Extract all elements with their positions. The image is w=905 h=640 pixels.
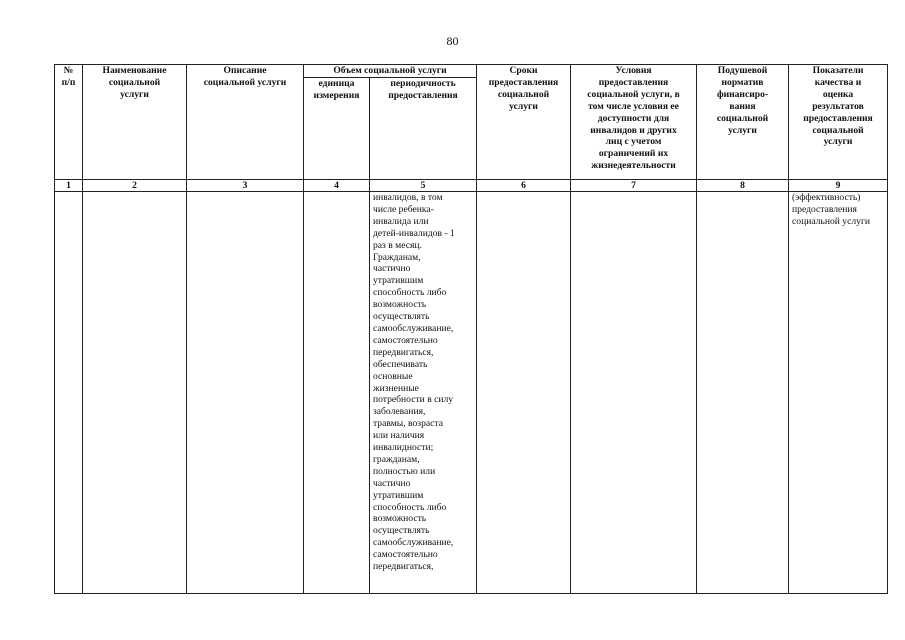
header-funding-norm: Подушевой норматив финансиро- вания социальной услуги — [697, 65, 789, 180]
cell-service-terms — [477, 192, 571, 594]
social-services-table — [54, 64, 888, 594]
cell-unit-of-measure — [304, 192, 370, 594]
header-service-conditions: Условия предоставления социальной услуги, в том числе условия ее доступности для инвалидов и других лиц с учетом ограничений их жизнедеятельности — [571, 65, 697, 180]
column-number: 1 — [55, 180, 83, 192]
column-number: 4 — [304, 180, 370, 192]
header-service-name: Наименование социальной услуги — [83, 65, 187, 180]
page-number: 80 — [446, 34, 459, 48]
column-number: 8 — [697, 180, 789, 192]
cell-service-conditions — [571, 192, 697, 594]
header-service-volume: Объем социальной услуги — [304, 65, 477, 78]
cell-num — [55, 192, 83, 594]
cell-service-description — [187, 192, 304, 594]
cell-quality-indicators: (эффективность) предоставления социальной услуги — [789, 192, 888, 594]
header-quality-indicators: Показатели качества и оценка результатов предоставления социальной услуги — [789, 65, 888, 180]
column-number: 6 — [477, 180, 571, 192]
cell-funding-norm — [697, 192, 789, 594]
column-number: 2 — [83, 180, 187, 192]
header-num: № п/п — [55, 65, 83, 180]
header-service-terms: Сроки предоставления социальной услуги — [477, 65, 571, 180]
column-number: 9 — [789, 180, 888, 192]
column-number: 3 — [187, 180, 304, 192]
cell-frequency: инвалидов, в том числе ребенка- инвалида или детей-инвалидов - 1 раз в месяц. Гражданам, частично утратившим способность либо возможность осуществлять самообслуживание, самостоятельно передвигаться, обеспечивать основные жизненные потребности в силу заболевания, травмы, возраста или наличия инвалидности; гражданам, полностью или частично утратившим способность либо возможность осуществлять самообслуживание, самостоятельно передвигаться, — [370, 192, 477, 594]
column-number: 7 — [571, 180, 697, 192]
cell-service-name — [83, 192, 187, 594]
header-frequency: периодичность предоставления — [370, 78, 477, 180]
column-number: 5 — [370, 180, 477, 192]
header-unit-of-measure: единица измерения — [304, 78, 370, 180]
table-row — [55, 192, 888, 594]
header-service-description: Описание социальной услуги — [187, 65, 304, 180]
